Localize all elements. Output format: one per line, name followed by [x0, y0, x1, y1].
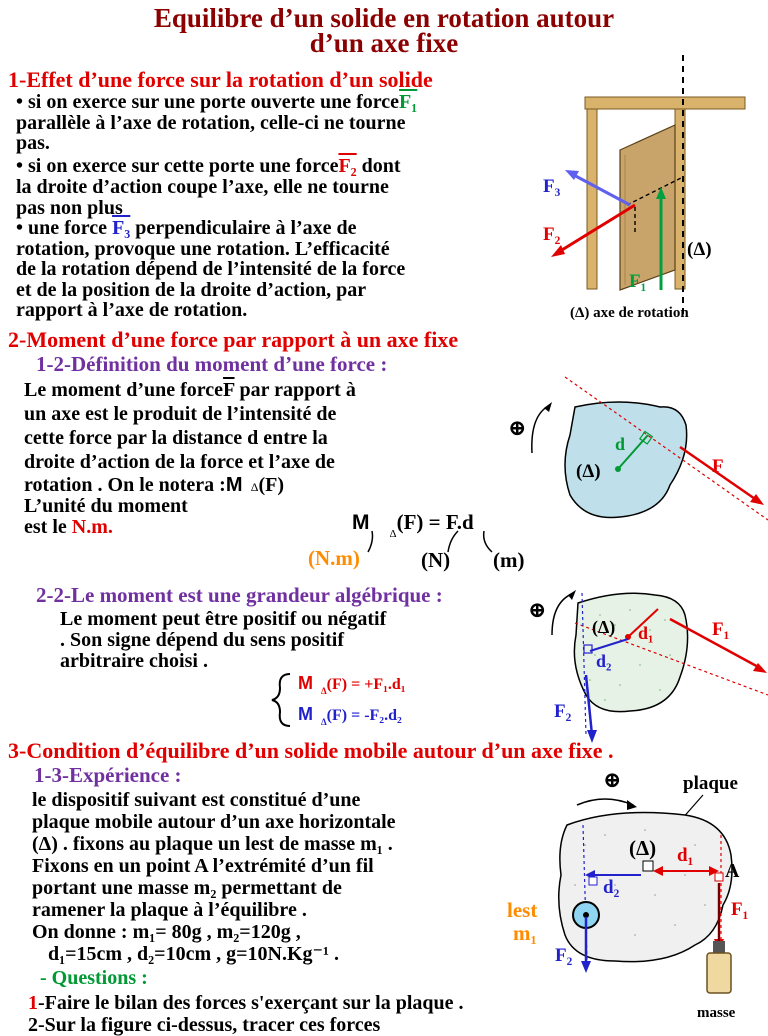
- unit-N-m: N.m: [71, 516, 108, 538]
- section2-sub1-line: L’unité du moment: [24, 495, 188, 517]
- vector-F2-inline: F₂: [338, 155, 357, 177]
- label-plaque: plaque: [683, 773, 738, 794]
- figure-caption: (Δ) axe de rotation: [570, 305, 689, 321]
- section1-line: parallèle à l’axe de rotation, celle-ci ne tourne: [16, 112, 406, 134]
- section1-heading: 1-Effet d’une force sur la rotation d’un solide: [8, 67, 433, 92]
- label-F1: F₁: [712, 619, 730, 640]
- label-F1: F₁: [731, 899, 749, 920]
- moment-figure: [500, 375, 768, 525]
- section1-line: et de la position de la droite d’action, par: [16, 279, 367, 301]
- section1-line: de la rotation dépend de l’intensité de la force: [16, 258, 406, 280]
- label-F3: F₃: [543, 176, 561, 197]
- section1-line: • si on exerce sur une porte ouverte une forceF₁: [16, 91, 418, 113]
- label-F2: F₂: [555, 945, 573, 966]
- section1-line: • une force F₃ perpendiculaire à l’axe de: [16, 217, 357, 239]
- formula-brace: [268, 670, 298, 730]
- section2-sub1-line: rotation . On le notera :M Δ(F): [24, 474, 285, 496]
- section2-sub2-heading: 2-2-Le moment est une grandeur algébrique :: [36, 583, 443, 607]
- algebraic-moment-figure: [520, 585, 768, 745]
- section3-sub1-heading: 1-3-Expérience :: [34, 763, 182, 787]
- label-d2: d₂: [603, 877, 620, 898]
- door-frame-left: [587, 109, 597, 289]
- label-d: d: [615, 434, 626, 454]
- section3-line: le dispositif suivant est constitué d’une: [32, 789, 361, 811]
- formula-arrows: [340, 527, 500, 557]
- experiment-figure: [495, 765, 768, 1024]
- section2-sub1-line: un axe est le produit de l’intensité de: [24, 403, 337, 425]
- page-title-line1: Equilibre d’un solide en rotation autour: [153, 3, 615, 33]
- door-frame-top: [585, 97, 745, 109]
- vector-F1-inline: F₁: [399, 91, 418, 113]
- section2-sub2-line: . Son signe dépend du sens positif: [60, 629, 344, 651]
- label-F1: F₁: [629, 271, 647, 292]
- question-2-partial: 2-Sur la figure ci-dessus, tracer ces forces: [28, 1014, 381, 1036]
- section3-line: d₁=15cm , d₂=10cm , g=10N.Kg⁻¹ .: [48, 943, 340, 965]
- section3-line: ramener la plaque à l’équilibre .: [32, 899, 307, 921]
- section3-line: On donne : m₁= 80g , m₂=120g ,: [32, 921, 301, 943]
- section2-sub1-line: droite d’action de la force et l’axe de: [24, 451, 335, 473]
- section3-line: Fixons en un point A l’extrémité d’un fil: [32, 855, 374, 877]
- label-m1: m₁: [513, 921, 537, 945]
- unit-moment: (N.m): [308, 546, 360, 570]
- label-d2: d₂: [596, 651, 612, 671]
- label-F2: F₂: [554, 701, 572, 722]
- section3-line: portant une masse m₂ permettant de: [32, 877, 342, 899]
- section2-sub2-line: Le moment peut être positif ou négatif: [60, 608, 387, 630]
- door-figure: [535, 55, 760, 325]
- label-d1: d₁: [638, 623, 654, 643]
- section2-sub1-line: est le N.m.: [24, 516, 113, 538]
- label-delta: (Δ): [592, 617, 616, 637]
- moment-negative-formula: M $_\Delta$(F) = -F₂.d₂: [298, 704, 402, 727]
- section1-line: • si on exerce sur cette porte une forceF₂ dont: [16, 155, 401, 177]
- label-delta: (Δ): [629, 836, 657, 860]
- plus-sign: ⊕: [528, 597, 547, 622]
- section2-sub1-line: Le moment d’une $force\overline{F}$ par rapport à: [24, 379, 356, 401]
- label-masse: masse: [697, 1005, 736, 1021]
- unit-force: (N): [421, 548, 451, 572]
- plus-sign: ⊕: [603, 767, 622, 792]
- label-F: F: [712, 456, 724, 477]
- page-title-line2: d’un axe fixe: [309, 28, 459, 58]
- section1-line: pas.: [16, 132, 50, 154]
- vector-F-inline: $\overline{F}$: [223, 379, 235, 401]
- question-1: 1-Faire le bilan des forces s'exerçant sur la plaque .: [28, 992, 464, 1014]
- section1-line: rotation, provoque une rotation. L’efficacité: [16, 238, 390, 260]
- section1-line: rapport à l’axe de rotation.: [16, 299, 248, 321]
- plus-sign: ⊕: [508, 415, 527, 440]
- label-A: A: [725, 860, 740, 882]
- section1-line: pas non plus: [16, 197, 123, 219]
- label-delta: (Δ): [576, 461, 601, 482]
- moment-positive-formula: M $_\Delta$(F) = +F₁.d₁: [298, 673, 406, 696]
- section2-sub1-heading: 1-2-Définition du moment d’une force :: [36, 352, 388, 376]
- label-delta: (Δ): [687, 239, 712, 260]
- vector-F3-inline: F₃: [112, 217, 131, 239]
- section3-line: (Δ) . fixons au plaque un lest de masse m₁ .: [32, 833, 393, 855]
- section1-line: la droite d’action coupe l’axe, elle ne tourne: [16, 176, 389, 198]
- section3-line: plaque mobile autour d’un axe horizontale: [32, 811, 396, 833]
- unit-distance: (m): [493, 548, 525, 572]
- label-F2: F₂: [543, 224, 561, 245]
- questions-label: - Questions :: [40, 967, 148, 989]
- section3-heading: 3-Condition d’équilibre d’un solide mobile autour d’un axe fixe .: [8, 738, 614, 763]
- moment-formula: M $_\Delta$(F) = F.d: [352, 510, 474, 540]
- hanging-mass: [707, 953, 731, 993]
- section2-heading: 2-Moment d’une force par rapport à un axe fixe: [8, 327, 459, 352]
- label-d1: d₁: [677, 845, 694, 866]
- section2-sub2-line: arbitraire choisi .: [60, 650, 208, 672]
- section2-sub1-line: cette force par la distance d entre la: [24, 427, 328, 449]
- label-lest: lest: [507, 898, 538, 922]
